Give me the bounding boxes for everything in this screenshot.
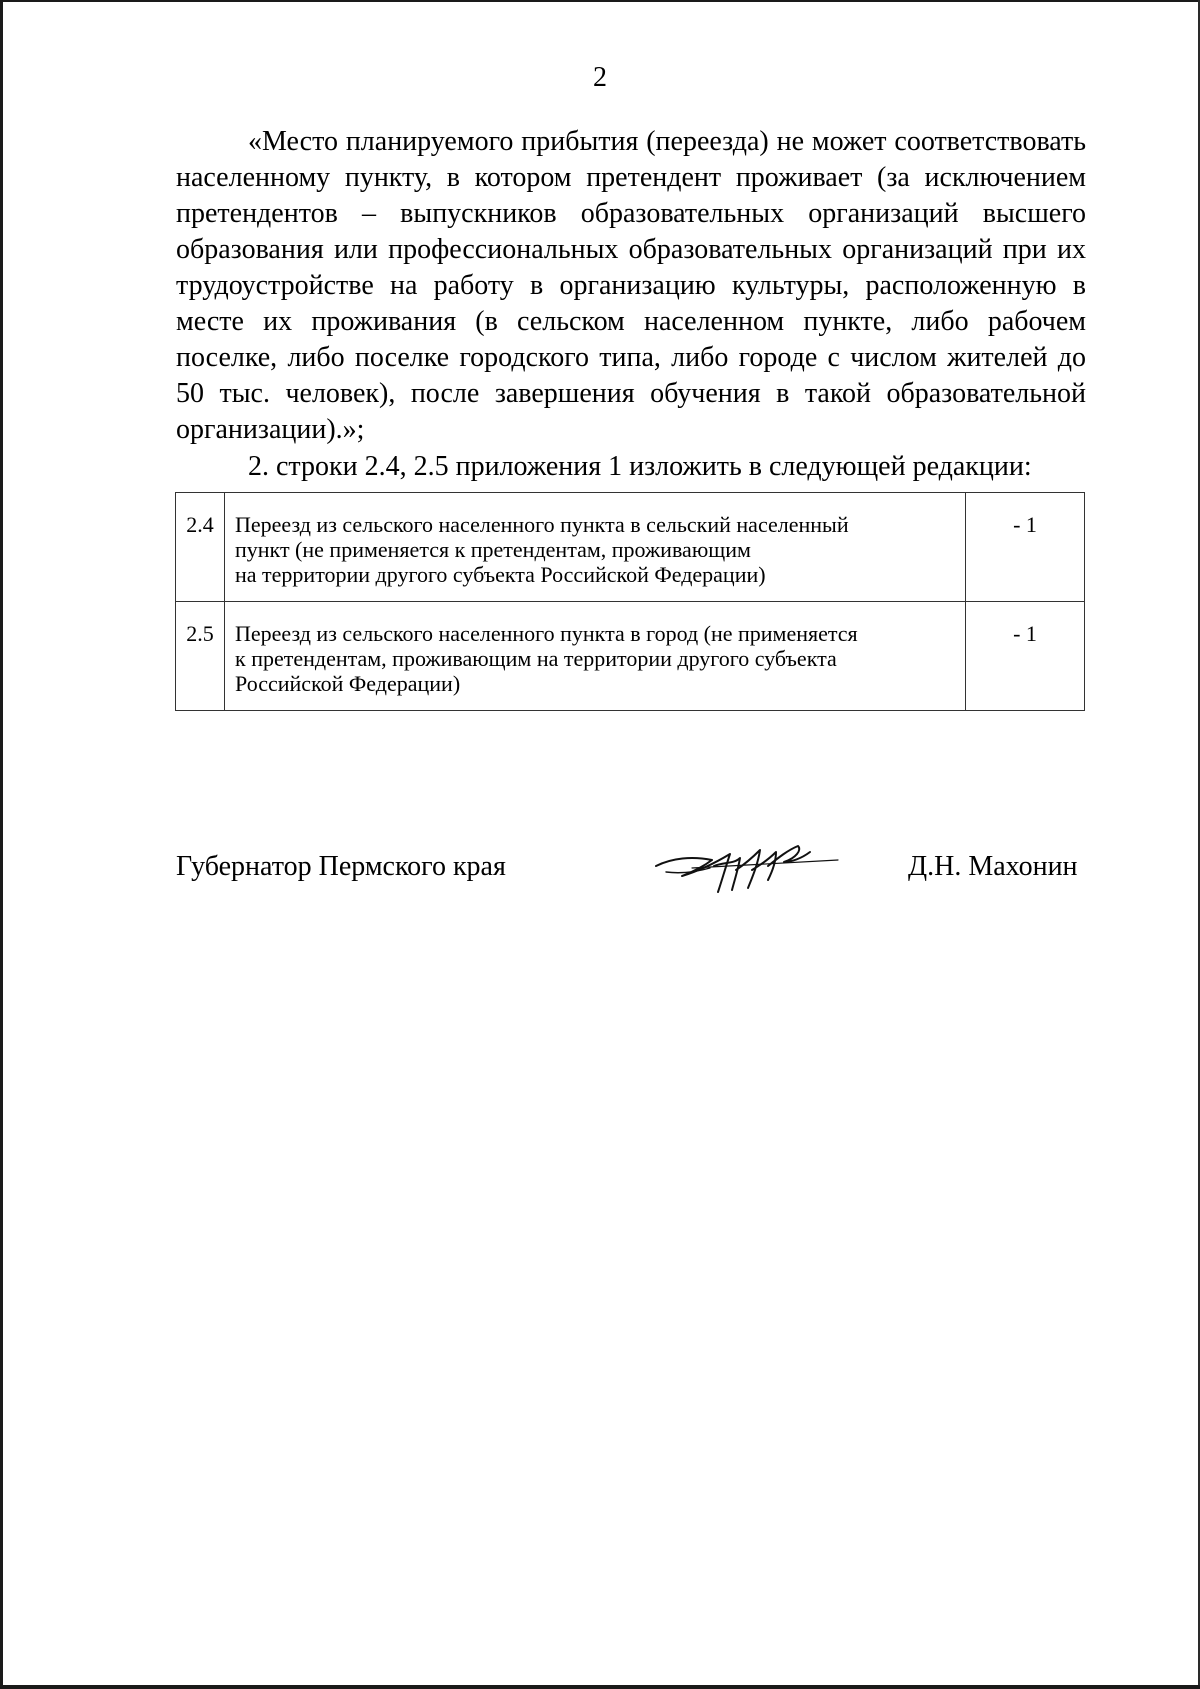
row-description-line: к претендентам, проживающим на территории другого субъекта bbox=[235, 646, 837, 671]
row-description-line: пункт (не применяется к претендентам, проживающим bbox=[235, 537, 751, 562]
table-row bbox=[176, 493, 1085, 602]
table-row bbox=[176, 602, 1085, 711]
amendment-item-2: 2. строки 2.4, 2.5 приложения 1 изложить в следующей редакции: bbox=[248, 451, 1032, 482]
row-description bbox=[225, 493, 966, 602]
row-score: - 1 bbox=[966, 602, 1085, 711]
row-description-line: Российской Федерации) bbox=[235, 671, 461, 696]
row-score: - 1 bbox=[966, 493, 1085, 602]
row-description-line: Переезд из сельского населенного пункта в сельский населенный bbox=[235, 512, 849, 537]
signatory-name: Д.Н. Махонин bbox=[908, 851, 1078, 882]
scan-edge-left bbox=[0, 0, 3, 1689]
row-number: 2.4 bbox=[176, 493, 225, 602]
page-number: 2 bbox=[593, 62, 607, 93]
row-description-line: Переезд из сельского населенного пункта в город (не применяется bbox=[235, 621, 858, 646]
row-description-line: на территории другого субъекта Российской Федерации) bbox=[235, 562, 766, 587]
handwritten-signature bbox=[652, 836, 842, 898]
row-description bbox=[225, 602, 966, 711]
amendment-table bbox=[175, 492, 1085, 711]
body-paragraph: «Место планируемого прибытия (переезда) не может соответствовать населенному пункту, в котором претендент проживает (за исключением претендентов – выпускников образовательных организаций высшего образования или профессиональных образовательных организаций при их трудоустройстве на работу в организацию культуры, расположенную в месте их проживания (в сельском населенном пункте, либо рабочем поселке, либо поселке городского типа, либо городе с числом жителей до 50 тыс. человек), после завершения обучения в такой образовательной организации).»; bbox=[176, 126, 1086, 445]
row-number: 2.5 bbox=[176, 602, 225, 711]
signatory-position: Губернатор Пермского края bbox=[176, 851, 506, 882]
scan-edge-top bbox=[0, 0, 1200, 2]
scan-edge-bottom bbox=[0, 1685, 1200, 1689]
